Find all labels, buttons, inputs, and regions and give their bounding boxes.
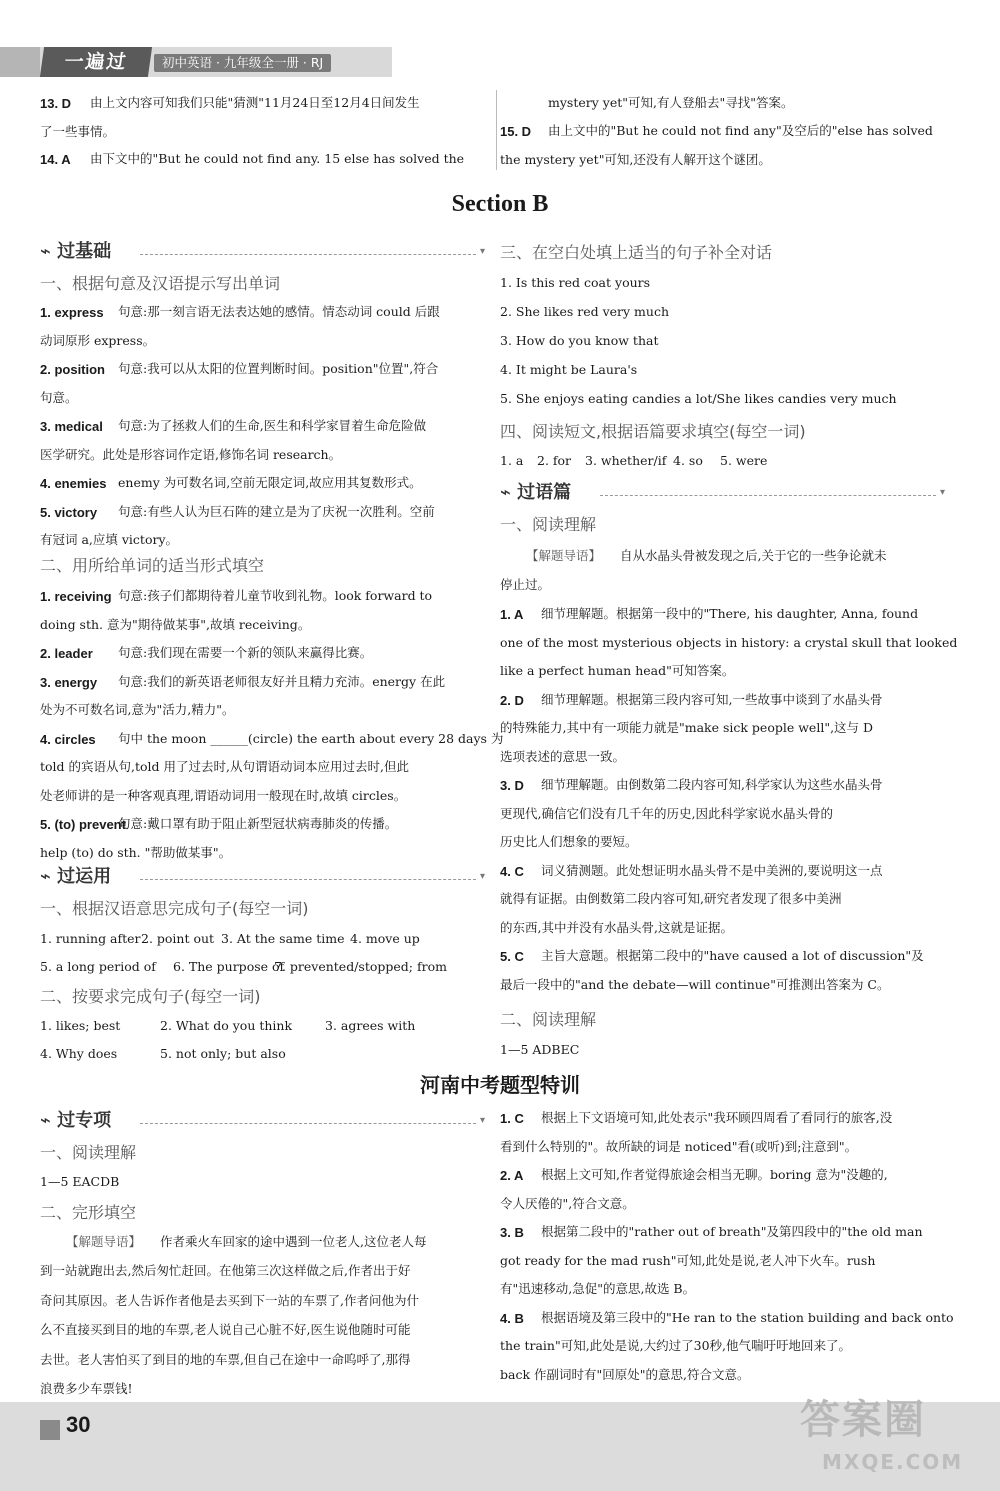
answer-num: 1. receiving (40, 589, 112, 604)
answer-text: 句意:那一刻言语无法表达她的感情。情态动词 could 后跟 (118, 304, 440, 319)
reading-answer-num: 3. D (500, 778, 524, 793)
answer-text: 有冠词 a,应填 victory。 (40, 532, 179, 547)
level-jichu: ⌁ 过基础 (40, 241, 112, 262)
fill-answer: 3. agrees with (325, 1018, 416, 1033)
level-yuyong: ⌁ 过运用 (40, 866, 112, 887)
reading-answer-text: one of the most mysterious objects in history: a crystal skull that looked (500, 634, 958, 650)
reading-answer-text: 的东西,其中并没有水晶头骨,这就是证据。 (500, 919, 733, 935)
cloze-answer-text: 根据上文可知,作者觉得旅途会相当无聊。boring 意为"没趣的, (541, 1167, 888, 1182)
answer-text: told 的宾语从句,told 用了过去时,从句谓语动词本应用过去时,但此 (40, 759, 409, 774)
answer-num: 3. energy (40, 674, 98, 690)
henan-title: 河南中考题型特训 (420, 1073, 580, 1097)
cloze-answer-text: 根据上下文语境可知,此处表示"我环顾四周看了看同行的旅客,没 (541, 1110, 893, 1125)
reading-answer-text: 词义猜测题。此处想证明水晶头骨不是中美洲的,要说明这一点 (541, 862, 883, 878)
dialogue-answer: 4. It might be Laura's (500, 362, 638, 377)
fill-answer: 2. point out (141, 931, 215, 946)
watermark-url: MXQE.COM (822, 1450, 964, 1474)
reading-answer-text: 的特殊能力,其中有一项能力就是"make sick people well",这与 D (500, 720, 874, 735)
reading-answer: 1—5 EACDB (40, 1174, 120, 1189)
cloze-answer-num: 3. B (500, 1225, 524, 1240)
book-logo: 一遍过 (40, 47, 152, 77)
fill-answer: 3. At the same time (221, 931, 345, 946)
cloze-answer-text: the train"可知,此处是说,大约过了30秒,他气喘吁吁地回来了。 (500, 1338, 852, 1353)
reading-answer-text: 细节理解题。由倒数第二段内容可知,科学家认为这些水晶头骨 (541, 777, 883, 792)
answer-num: 5. victory (40, 504, 98, 520)
guide-text: 自从水晶头骨被发现之后,关于它的一些争论就未 (620, 548, 887, 563)
answer-num: 4. circles (40, 731, 96, 747)
cloze-answer-num: 4. B (500, 1310, 524, 1326)
answer-text: 句意:孩子们都期待着儿童节收到礼物。look forward to (118, 588, 433, 603)
blank-answer: 5. were (720, 453, 768, 468)
answer-text: 句意:我们的新英语老师很友好并且精力充沛。energy 在此 (118, 673, 446, 689)
cloze-answer-text: 令人厌倦的",符合文意。 (500, 1195, 635, 1211)
answer-text: 医学研究。此处是形容词作定语,修饰名词 research。 (40, 446, 342, 462)
reading-answer-num: 1. A (500, 607, 524, 622)
answer-num: 2. position (40, 362, 105, 377)
top-answer-text: mystery yet"可知,有人登船去"寻找"答案。 (548, 95, 794, 110)
watermark-logo: 答案圈 (800, 1397, 926, 1443)
part-title: 一、阅读理解 (40, 1143, 137, 1162)
cloze-answer-text: 有"迅速移动,急促"的意思,故选 B。 (500, 1281, 696, 1296)
level-yupian: ⌁ 过语篇 (500, 482, 572, 503)
top-answer-text: 由上文中的"But he could not find any"及空后的"else has solved (548, 123, 933, 138)
guide-text: 作者乘火车回家的途中遇到一位老人,这位老人每 (160, 1234, 427, 1249)
fill-answer: 1. likes; best (40, 1018, 121, 1033)
part-title: 一、根据句意及汉语提示写出单词 (40, 274, 281, 293)
guide-label: 【解题导语】 (526, 548, 602, 563)
cloze-answer-num: 2. A (500, 1168, 524, 1183)
guide-label: 【解题导语】 (66, 1234, 142, 1249)
reading-answer-num: 2. D (500, 692, 524, 708)
part-title: 二、按要求完成句子(每空一词) (40, 987, 261, 1006)
guide-text: 么不直接买到目的地的车票,老人说自己心脏不好,医生说他随时可能 (40, 1322, 411, 1338)
cloze-answer-text: 根据语境及第三段中的"He ran to the station building and back onto (541, 1309, 954, 1325)
answer-num: 2. leader (40, 646, 93, 661)
cloze-answer-text: 根据第二段中的"rather out of breath"及第四段中的"the old man (541, 1224, 923, 1239)
level-jichu-arrow: ▾ (480, 246, 486, 257)
answer-text: 句意。 (40, 389, 78, 405)
part-title: 一、根据汉语意思完成句子(每空一词) (40, 899, 309, 918)
answer-text: 处为不可数名词,意为"活力,精力"。 (40, 702, 235, 717)
guide-text: 奇问其原因。老人告诉作者他是去买到下一站的车票了,作者问他为什 (40, 1292, 419, 1308)
part-title: 一、阅读理解 (500, 515, 597, 534)
reading-answer-text: 细节理解题。根据第三段内容可知,一些故事中谈到了水晶头骨 (541, 691, 883, 707)
reading-answer-text: 主旨大意题。根据第二段中的"have caused a lot of discussion"及 (541, 948, 924, 963)
answer-text: 句中 the moon ______(circle) the earth about every 28 days 为 (118, 730, 504, 746)
reading-answer-text: 最后一段中的"and the debate—will continue"可推测出答案为 C。 (500, 976, 890, 992)
blank-answer: 3. whether/if (585, 453, 667, 468)
answer-text: enemy 为可数名词,空前无限定词,故应用其复数形式。 (118, 475, 422, 490)
level-yuyong-rule (140, 879, 476, 880)
answer-text: 句意:我们现在需要一个新的领队来赢得比赛。 (118, 645, 373, 660)
fill-answer: 5. not only; but also (160, 1046, 286, 1061)
part-title: 三、在空白处填上适当的句子补全对话 (500, 243, 773, 262)
blank-answer: 4. so (673, 453, 703, 468)
answer-text: 句意:为了拯救人们的生命,医生和科学家冒着生命危险做 (118, 418, 427, 433)
reading-answer-text: 就得有证据。由倒数第二段内容可知,研究者发现了很多中美洲 (500, 891, 842, 906)
answer-text: 处老师讲的是一种客观真理,谓语动词用一般现在时,故填 circles。 (40, 787, 407, 803)
level-yuyong-arrow: ▾ (480, 871, 486, 882)
top-answer-num: 15. D (500, 124, 532, 139)
fill-answer: 2. What do you think (160, 1018, 293, 1033)
reading-answer-text: 更现代,确信它们没有几千年的历史,因此科学家说水晶头骨的 (500, 805, 833, 821)
part-title: 二、用所给单词的适当形式填空 (40, 556, 265, 575)
part-title: 二、完形填空 (40, 1203, 137, 1222)
guide-text: 停止过。 (500, 577, 551, 592)
answer-text: doing sth. 意为"期待做某事",故填 receiving。 (40, 616, 311, 632)
top-answer-num: 13. D (40, 96, 72, 111)
answer-text: 句意:有些人认为巨石阵的建立是为了庆祝一次胜利。空前 (118, 503, 435, 519)
guide-text: 到一站就跑出去,然后匆忙赶回。在他第三次这样做之后,作者出于好 (40, 1263, 411, 1279)
top-answer-text: 由下文中的"But he could not find any. 15 else has solved the (90, 151, 465, 166)
answer-text: 句意:我可以从太阳的位置判断时间。position"位置",符合 (118, 361, 439, 376)
reading-answer-text: like a perfect human head"可知答案。 (500, 663, 735, 678)
answer-text: 动词原形 express。 (40, 332, 156, 348)
level-zhuanxiang-rule (140, 1123, 476, 1124)
guide-text: 浪费多少车票钱! (40, 1381, 133, 1396)
answer-num: 5. (to) prevent (40, 817, 126, 832)
reading-answer: 1—5 ADBEC (500, 1042, 580, 1057)
level-yupian-rule (600, 495, 936, 496)
level-zhuanxiang: ⌁ 过专项 (40, 1110, 112, 1131)
reading-answer-text: 历史比人们想象的要短。 (500, 834, 638, 849)
answer-num: 3. medical (40, 419, 103, 434)
blank-answer: 1. a (500, 453, 524, 468)
fill-answer: 5. a long period of (40, 959, 156, 974)
blank-answer: 2. for (537, 453, 572, 468)
column-divider (496, 90, 497, 170)
guide-text: 去世。老人害怕买了到目的地的车票,但自己在途中一命呜呼了,那得 (40, 1351, 411, 1367)
book-subtitle: 初中英语 · 九年级全一册 · RJ (154, 54, 331, 72)
fill-answer: 4. Why does (40, 1046, 118, 1061)
top-answer-num: 14. A (40, 152, 71, 167)
level-zhuanxiang-arrow: ▾ (480, 1115, 486, 1126)
reading-answer-text: 选项表述的意思一致。 (500, 748, 626, 764)
part-title: 四、阅读短文,根据语篇要求填空(每空一词) (500, 422, 806, 441)
cloze-answer-num: 1. C (500, 1111, 524, 1126)
cloze-answer-text: 看到什么特别的"。故所缺的词是 noticed"看(或听)到;注意到"。 (500, 1138, 858, 1154)
level-yupian-arrow: ▾ (940, 487, 946, 498)
answer-text: help (to) do sth. "帮助做某事"。 (40, 844, 232, 860)
dialogue-answer: 3. How do you know that (500, 333, 659, 348)
dialogue-answer: 2. She likes red very much (500, 304, 670, 319)
reading-answer-num: 4. C (500, 863, 524, 879)
answer-num: 4. enemies (40, 476, 107, 491)
footer-square (40, 1420, 60, 1440)
dialogue-answer: 5. She enjoys eating candies a lot/She likes candies very much (500, 391, 897, 406)
page-number: 30 (66, 1412, 91, 1437)
top-answer-text: 由上文内容可知我们只能"猜测"11月24日至12月4日间发生 (90, 95, 420, 110)
reading-answer-text: 细节理解题。根据第一段中的"There, his daughter, Anna, found (541, 606, 919, 621)
level-jichu-rule (140, 254, 476, 255)
cloze-answer-text: got ready for the mad rush"可知,此处是说,老人冲下火车。rush (500, 1252, 876, 1268)
dialogue-answer: 1. Is this red coat yours (500, 275, 651, 290)
fill-answer: 4. move up (350, 931, 420, 946)
answer-text: 句意:戴口罩有助于阻止新型冠状病毒肺炎的传播。 (118, 816, 398, 831)
part-title: 二、阅读理解 (500, 1010, 597, 1029)
fill-answer: 1. running after (40, 931, 141, 946)
section-title: Section B (451, 191, 549, 217)
top-answer-text: the mystery yet"可知,还没有人解开这个谜团。 (500, 151, 771, 167)
top-answer-text: 了一些事情。 (40, 123, 116, 139)
cloze-answer-text: back 作副词时有"回原处"的意思,符合文意。 (500, 1366, 750, 1382)
answer-num: 1. express (40, 305, 104, 320)
fill-answer: 7. prevented/stopped; from (274, 959, 447, 974)
fill-answer: 6. The purpose of (173, 959, 285, 974)
reading-answer-num: 5. C (500, 949, 524, 964)
